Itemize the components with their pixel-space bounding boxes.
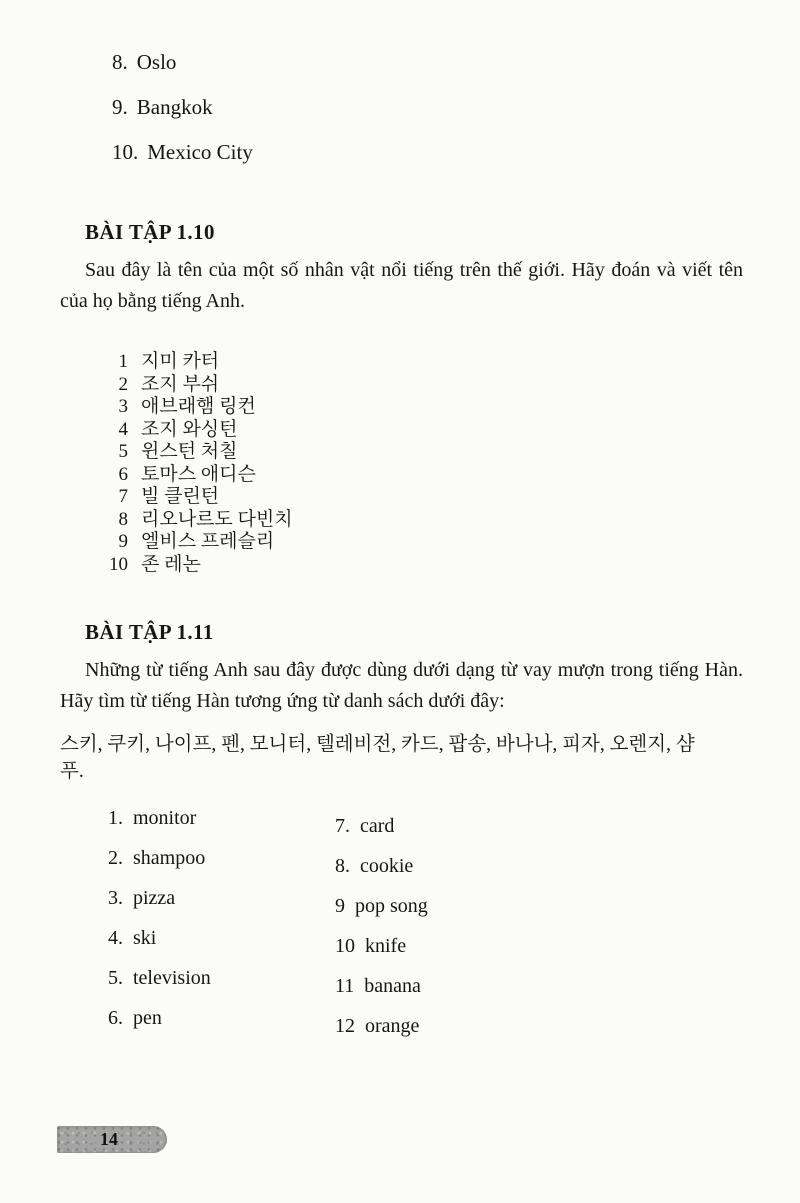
list-item xyxy=(335,854,428,879)
item-number: 5. xyxy=(108,967,123,989)
item-number: 3 xyxy=(118,396,128,417)
exercise-110-intro: Sau đây là tên của một số nhân vật nổi tiếng trên thế giới. Hãy đoán và viết tên của họ bằng tiếng Anh. xyxy=(60,259,743,312)
english-word: cookie xyxy=(360,855,414,877)
korean-name: 조지 와싱턴 xyxy=(141,418,238,440)
list-item xyxy=(335,1014,428,1039)
list-item xyxy=(104,441,293,464)
item-number: 1. xyxy=(108,807,123,829)
page-number: 14 xyxy=(100,1129,118,1149)
exercise-111-heading: BÀI TẬP 1.11 xyxy=(85,620,214,644)
list-item xyxy=(104,464,293,487)
english-word: television xyxy=(133,967,211,989)
list-item xyxy=(108,846,335,871)
item-number: 6. xyxy=(108,1007,123,1029)
english-word: pizza xyxy=(133,887,176,909)
list-item xyxy=(108,806,335,831)
item-number: 8 xyxy=(118,508,128,530)
korean-word-bank: 스키, 쿠키, 나이프, 펜, 모니터, 텔레비전, 카드, 팝송, 바나나, 피자, 오렌지, 샴푸. xyxy=(60,734,695,782)
english-word-columns xyxy=(108,806,428,1054)
list-item xyxy=(335,934,428,959)
list-item xyxy=(108,886,335,911)
item-number: 9 xyxy=(335,895,345,917)
list-item xyxy=(104,486,293,509)
item-label: Mexico City xyxy=(147,140,253,164)
english-word: monitor xyxy=(133,807,197,829)
item-number: 4. xyxy=(108,927,123,949)
korean-name: 존 레논 xyxy=(141,553,201,575)
korean-name: 엘비스 프레슬리 xyxy=(141,531,275,552)
list-item xyxy=(108,1006,335,1031)
exercise-110-heading: BÀI TẬP 1.10 xyxy=(85,220,215,244)
english-word: pop song xyxy=(355,895,428,917)
item-number: 9. xyxy=(112,95,128,119)
list-item xyxy=(335,814,428,839)
right-word-column xyxy=(335,806,428,1054)
item-number: 11 xyxy=(335,975,355,997)
item-number: 2 xyxy=(118,373,128,395)
item-number: 12 xyxy=(335,1015,355,1037)
item-number: 1 xyxy=(118,351,128,372)
item-number: 3. xyxy=(108,887,123,909)
item-number: 5 xyxy=(118,441,128,462)
exercise-111-intro: Những từ tiếng Anh sau đây được dùng dưới dạng từ vay mượn trong tiếng Hàn. Hãy tìm từ tiếng Hàn tương ứng từ danh sách dưới đây: xyxy=(60,659,743,712)
list-item xyxy=(104,509,293,532)
item-number: 10 xyxy=(335,935,355,957)
list-item xyxy=(104,396,293,419)
item-number: 8. xyxy=(335,855,350,877)
list-item xyxy=(335,974,428,999)
korean-name: 지미 카터 xyxy=(141,351,220,372)
list-item xyxy=(108,926,335,951)
item-number: 10 xyxy=(109,553,128,575)
item-number: 6 xyxy=(118,463,128,485)
list-item xyxy=(112,140,253,165)
list-item xyxy=(108,966,335,991)
list-item xyxy=(104,554,293,577)
item-number: 4 xyxy=(118,418,128,440)
item-number: 8. xyxy=(112,50,128,74)
korean-name: 애브래햄 링컨 xyxy=(141,396,256,417)
korean-name: 리오나르도 다빈치 xyxy=(141,508,293,530)
english-word: orange xyxy=(365,1015,420,1037)
list-item xyxy=(104,531,293,554)
page-number-tab xyxy=(57,1126,167,1153)
korean-name: 조지 부쉬 xyxy=(141,373,220,395)
english-word: banana xyxy=(364,975,421,997)
korean-name: 윈스턴 처칠 xyxy=(141,441,238,462)
english-word: card xyxy=(360,815,395,837)
list-item xyxy=(104,351,293,374)
list-item xyxy=(104,374,293,397)
list-item xyxy=(112,95,253,120)
item-number: 7 xyxy=(118,486,128,507)
list-item xyxy=(112,50,253,75)
english-word: ski xyxy=(133,927,157,949)
korean-name-list xyxy=(104,351,293,576)
korean-name: 빌 클린턴 xyxy=(141,486,220,507)
english-word: pen xyxy=(133,1007,162,1029)
item-number: 10. xyxy=(112,140,139,164)
item-number: 2. xyxy=(108,847,123,869)
list-item xyxy=(335,894,428,919)
item-number: 7. xyxy=(335,815,350,837)
item-label: Bangkok xyxy=(136,95,213,119)
korean-name: 토마스 애디슨 xyxy=(141,463,256,485)
item-number: 9 xyxy=(118,531,128,552)
left-word-column xyxy=(108,806,335,1054)
english-word: knife xyxy=(365,935,407,957)
list-item xyxy=(104,419,293,442)
item-label: Oslo xyxy=(136,50,177,74)
english-word: shampoo xyxy=(133,847,206,869)
city-answer-list xyxy=(112,50,253,185)
